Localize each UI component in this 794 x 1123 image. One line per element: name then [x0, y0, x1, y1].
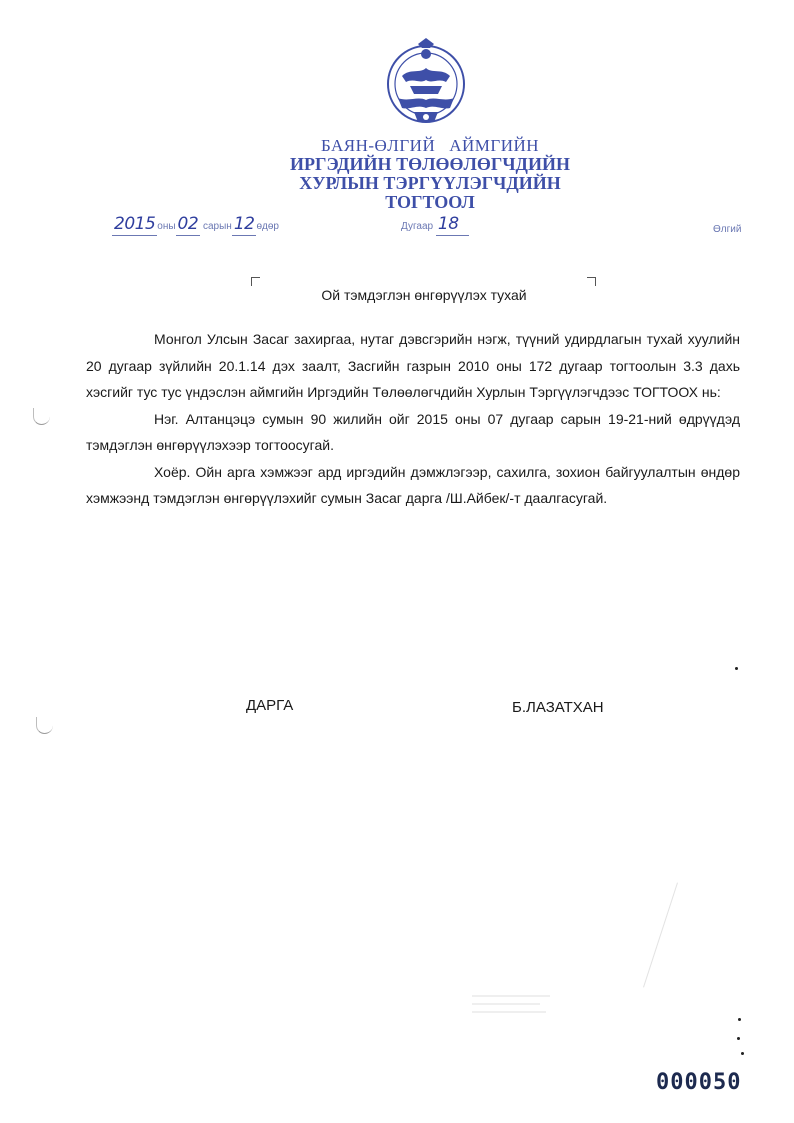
subject-corner-left — [251, 277, 260, 286]
date-line — [112, 216, 279, 236]
subject-corner-right — [587, 277, 596, 286]
org-line-1 — [0, 136, 794, 155]
document-type: ТОГТООЛ — [385, 192, 475, 212]
document-body — [86, 326, 740, 512]
serial-number: 000050 — [656, 1070, 742, 1095]
punch-hole-mark — [36, 717, 53, 734]
punch-hole-mark — [33, 408, 50, 425]
year-suffix: оны — [157, 221, 176, 232]
day-value: 12 — [233, 214, 255, 234]
scan-speck — [735, 667, 738, 670]
scan-speck — [741, 1052, 744, 1055]
month-value: 02 — [177, 214, 199, 234]
number-label: Дугаар — [401, 221, 434, 232]
scan-speck — [738, 1018, 741, 1021]
scan-speck — [737, 1037, 740, 1040]
city-label: Өлгий — [713, 224, 742, 235]
number-value: 18 — [437, 214, 459, 234]
signatory-title: ДАРГА — [246, 697, 294, 714]
organization-header — [0, 136, 794, 212]
body-paragraph-1: Монгол Улсын Засаг захиргаа, нутаг дэвсгэрийн нэгж, түүний удирдлагын тухай хуулийн 20 дугаар зүйлийн 20.1.14 дэх заалт, Засгийн газрын 2010 оны 172 дугаар тогтоолын 3.3 дахь хэсгийг тус тус үндэслэн аймгийн Иргэдийн Төлөөлөгчдийн Хурлын Тэргүүлэгчдээс ТОГТООХ нь: — [86, 331, 740, 400]
body-paragraph-2: Нэг. Алтанцэцэ сумын 90 жилийн ойг 2015 оны 07 дугаар сарын 19-21-ний өдрүүдэд тэмдэглэн өнгөрүүлэхээр тогтоосугай. — [86, 410, 740, 453]
org-line-1a: БАЯН-ӨЛГИЙ — [320, 136, 436, 155]
body-paragraph-3: Хоёр. Ойн арга хэмжээг ард иргэдийн дэмжлэгээр, сахилга, зохион байгуулалтын өндөр хэмжээнд тэмдэглэн өнгөрүүлэхийг сумын Засаг дарга /Ш.Айбек/-т даалгасугай. — [86, 463, 740, 506]
org-line-3: ХУРЛЫН ТЭРГҮҮЛЭГЧДИЙН — [299, 173, 561, 193]
month-suffix: сарын — [202, 221, 232, 232]
document-subject: Ой тэмдэглэн өнгөрүүлэх тухай — [321, 287, 527, 303]
faint-reverse-stamp — [470, 990, 560, 1030]
org-line-1b: АЙМГИЙН — [449, 136, 540, 155]
org-line-2: ИРГЭДИЙН ТӨЛӨӨЛӨГЧДИЙН — [290, 154, 570, 174]
year-value: 2015 — [114, 214, 156, 234]
signatory-name: Б.ЛАЗАТХАН — [512, 699, 604, 716]
number-line — [401, 216, 469, 236]
mongolia-state-emblem-icon — [384, 38, 468, 132]
day-suffix: өдөр — [256, 221, 279, 232]
scan-artifact — [643, 883, 678, 988]
